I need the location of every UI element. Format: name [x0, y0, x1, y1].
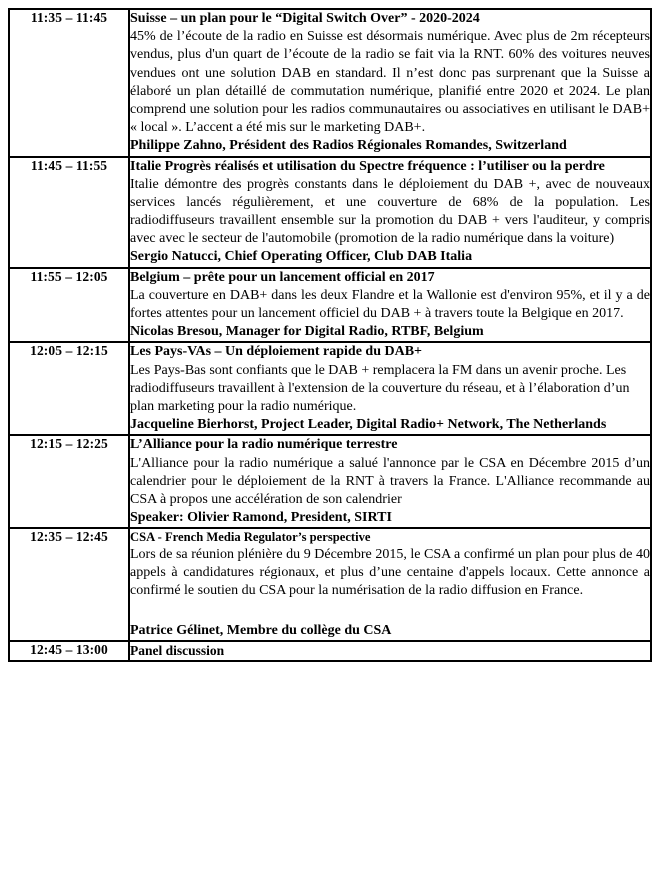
table-row	[9, 528, 651, 641]
session-speaker: Patrice Gélinet, Membre du collège du CSA	[130, 623, 392, 639]
session-description: L'Alliance pour la radio numérique a salué l'annonce par le CSA en Décembre 2015 d’un calendrier pour le déploiement de la RNT à travers la France. L'Alliance recommande au CSA à propos une accélération de son calendrier	[130, 455, 650, 507]
panel-time: 12:45 – 13:00	[9, 641, 129, 661]
table-row	[9, 342, 651, 435]
session-cell	[129, 342, 651, 435]
session-speaker: Jacqueline Bierhorst, Project Leader, Digital Radio+ Network, The Netherlands	[130, 417, 607, 433]
table-row	[9, 435, 651, 528]
session-title: CSA - French Media Regulator’s perspective	[130, 530, 371, 545]
session-title: Suisse – un plan pour le “Digital Switch Over” - 2020-2024	[130, 11, 480, 26]
session-description: Italie démontre des progrès constants dans le déploiement du DAB +, avec de nouveaux services lancés régulièrement, et une couverture de 68% de la population. Les radiodiffuseurs travaillent ensemble sur la promotion du DAB + vers l'auditeur, y compris avec avec le secteur de l'automobile (promotion de la radio numérique dans la voiture)	[130, 176, 650, 247]
session-cell	[129, 268, 651, 343]
session-cell	[129, 435, 651, 528]
session-cell	[129, 9, 651, 157]
session-speaker: Nicolas Bresou, Manager for Digital Radio, RTBF, Belgium	[130, 324, 484, 340]
session-description: La couverture en DAB+ dans les deux Flandre et la Wallonie est d'environ 95%, et il y a de fortes attentes pour un lancement officiel du DAB + à travers toute la Belgique en 2017.	[130, 287, 650, 321]
session-title: Italie Progrès réalisés et utilisation du Spectre fréquence : l’utiliser ou la perdre	[130, 158, 605, 174]
session-speaker: Speaker: Olivier Ramond, President, SIRTI	[130, 510, 392, 526]
panel-discussion-label: Panel discussion	[130, 643, 225, 659]
session-description: Lors de sa réunion plénière du 9 Décembre 2015, le CSA a confirmé un plan pour plus de 40 appels à candidatures régionaux, et plus d’une centaine d'appels locaux. Cette annonce a confirmé le soutien du CSA pour la numérisation de la radio diffusion en France.	[130, 546, 650, 598]
table-row	[9, 9, 651, 157]
session-cell	[129, 528, 651, 641]
table-row	[9, 157, 651, 268]
session-time: 12:05 – 12:15	[9, 342, 129, 435]
agenda-table	[8, 8, 652, 662]
agenda-table-body	[9, 9, 651, 661]
session-time: 11:35 – 11:45	[9, 9, 129, 157]
table-row-panel	[9, 641, 651, 661]
session-speaker: Philippe Zahno, Président des Radios Régionales Romandes, Switzerland	[130, 138, 567, 154]
session-cell	[129, 157, 651, 268]
session-time: 12:35 – 12:45	[9, 528, 129, 641]
table-row	[9, 268, 651, 343]
session-time: 12:15 – 12:25	[9, 435, 129, 528]
session-time: 11:55 – 12:05	[9, 268, 129, 343]
session-title: L’Alliance pour la radio numérique terrestre	[130, 437, 398, 453]
session-description: Les Pays-Bas sont confiants que le DAB + remplacera la FM dans un avenir proche. Les radiodiffuseurs travaillent à l'extension de la couverture du réseau, et à l’élaboration d’un plan marketing pour la radio numérique.	[130, 362, 630, 414]
session-speaker: Sergio Natucci, Chief Operating Officer, Club DAB Italia	[130, 249, 473, 265]
session-title: Les Pays-VAs – Un déploiement rapide du DAB+	[130, 344, 423, 360]
session-description: 45% de l’écoute de la radio en Suisse est désormais numérique. Avec plus de 2m récepteurs vendus, plus d'un quart de l’écoute de la radio se fait via la RNT. 60% des voitures neuves vendues ont une solution DAB en standard. Il n’est donc pas surprenant que la Suisse a élaboré un plan détaillé de commutation numérique, planifié entre 2020 et 2024. Le plan comprend une solution pour les radios communautaires ou associatives en utilisant le DAB+ « local ». L’accent a été mis sur le marketing DAB+.	[130, 29, 650, 136]
session-title: Belgium – prête pour un lancement official en 2017	[130, 269, 435, 285]
panel-cell	[129, 641, 651, 661]
session-time: 11:45 – 11:55	[9, 157, 129, 268]
